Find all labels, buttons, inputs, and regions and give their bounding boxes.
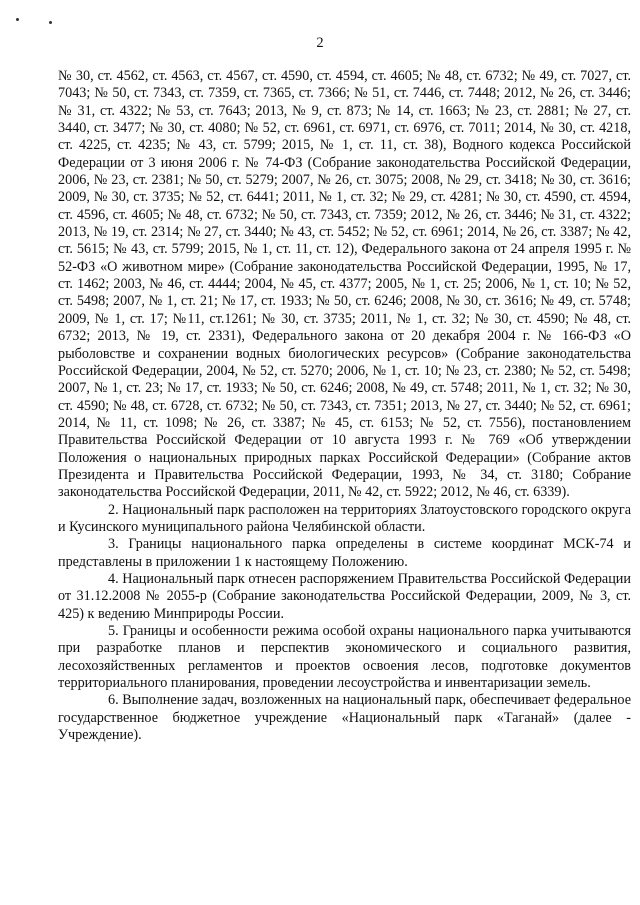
paragraph-5-protection-regime: 5. Границы и особенности режима особой охраны национального парка учитываются при разработке планов и перспектив экономического и социального развития, лесохозяйственных регламентов и проектов освоения лесов, подготовке документов территориального планирования, проведении лесоустройства и инвентаризации земель. — [58, 623, 631, 692]
paragraph-legal-references: № 30, ст. 4562, ст. 4563, ст. 4567, ст. 4590, ст. 4594, ст. 4605; № 48, ст. 6732; № 49, ст. 7027, ст. 7043; № 50, ст. 7343, ст. 7359, ст. 7365, ст. 7366; № 51, ст. 7446, ст. 7448; 2012, № 26, ст. 3446; № 31, ст. 4322; № 53, ст. 7643; 2013, № 9, ст. 873; № 14, ст. 1663; № 23, ст. 2881; № 27, ст. 3440, ст. 3477; № 30, ст. 4080; № 52, ст. 6961, ст. 6971, ст. 6976, ст. 7011; 2014, № 30, ст. 4218, ст. 4225, ст. 4235; № 43, ст. 5799; 2015, № 1, ст. 11, ст. 38), Водного кодекса Российской Федерации от 3 июня 2006 г. № 74-ФЗ (Собрание законодательства Российской Федерации, 2006, № 23, ст. 2381; № 50, ст. 5279; 2007, № 26, ст. 3075; 2008, № 29, ст. 3418; № 30, ст. 3616; 2009, № 30, ст. 3735; № 52, ст. 6441; 2011, № 1, ст. 32; № 29, ст. 4281; № 30, ст. 4590, ст. 4594, ст. 4596, ст. 4605; № 48, ст. 6732; № 50, ст. 7343, ст. 7359; 2012, № 26, ст. 3446; № 31, ст. 4322; 2013, № 19, ст. 2314; № 27, ст. 3440; № 43, ст. 5452; № 52, ст. 6961; 2014, № 26, ст. 3387; № 42, ст. 5615; № 43, ст. 5799; 2015, № 1, ст. 11, ст. 12), Федерального закона от 24 апреля 1995 г. № 52-ФЗ «О животном мире» (Собрание законодательства Российской Федерации, 1995, № 17, ст. 1462; 2003, № 46, ст. 4444; 2004, № 45, ст. 4377; 2005, № 1, ст. 25; 2006, № 1, ст. 10; № 52, ст. 5498; 2007, № 1, ст. 21; № 17, ст. 1933; № 50, ст. 6246; 2008, № 30, ст. 3616; № 49, ст. 5748; 2009, № 1, ст. 17; №11, ст.1261; № 30, ст. 3735; 2011, № 1, ст. 32; № 30, ст. 4590; № 48, ст. 6732; 2013, № 19, ст. 2331), Федерального закона от 20 декабря 2004 г. № 166-ФЗ «О рыболовстве и сохранении водных биологических ресурсов» (Собрание законодательства Российской Федерации, 2004, № 52, ст. 5270; 2006, № 1, ст. 10; № 23, ст. 2380; № 52, ст. 5498; 2007, № 1, ст. 23; № 17, ст. 1933; № 50, ст. 6246; 2008, № 49, ст. 5748; 2011, № 1, ст. 32; № 30, ст. 4590; № 48, ст. 6728, ст. 6732; № 50, ст. 7343, ст. 7351; 2013, № 27, ст. 3440; № 52, ст. 6961; 2014, № 11, ст. 1098; № 26, ст. 3387; № 45, ст. 6153; № 52, ст. 7556), постановлением Правительства Российской Федерации от 10 августа 1993 г. № 769 «Об утверждении Положения о национальных природных парках Российской Федерации» (Собрание актов Президента и Правительства Российской Федерации, 1993, № 34, ст. 3180; Собрание законодательства Российской Федерации, 2011, № 42, ст. 5922; 2012, № 46, ст. 6339). — [58, 68, 631, 501]
paragraph-6-managing-institution: 6. Выполнение задач, возложенных на национальный парк, обеспечивает федеральное государственное бюджетное учреждение «Национальный парк «Таганай» (далее - Учреждение). — [58, 692, 631, 744]
paragraph-4-jurisdiction: 4. Национальный парк отнесен распоряжением Правительства Российской Федерации от 31.12.2008 № 2055-р (Собрание законодательства Российской Федерации, 2009, № 3, ст. 425) к ведению Минприроды России. — [58, 570, 631, 622]
paragraph-2-park-location: 2. Национальный парк расположен на территориях Златоустовского городского округа и Кусинского муниципального района Челябинской области. — [58, 501, 631, 535]
scan-speck — [16, 18, 19, 21]
scan-speck — [49, 21, 52, 24]
page-number: 2 — [316, 35, 324, 51]
paragraph-3-park-boundaries: 3. Границы национального парка определены в системе координат МСК-74 и представлены в приложении 1 к настоящему Положению. — [58, 536, 631, 570]
document-body — [58, 68, 631, 744]
